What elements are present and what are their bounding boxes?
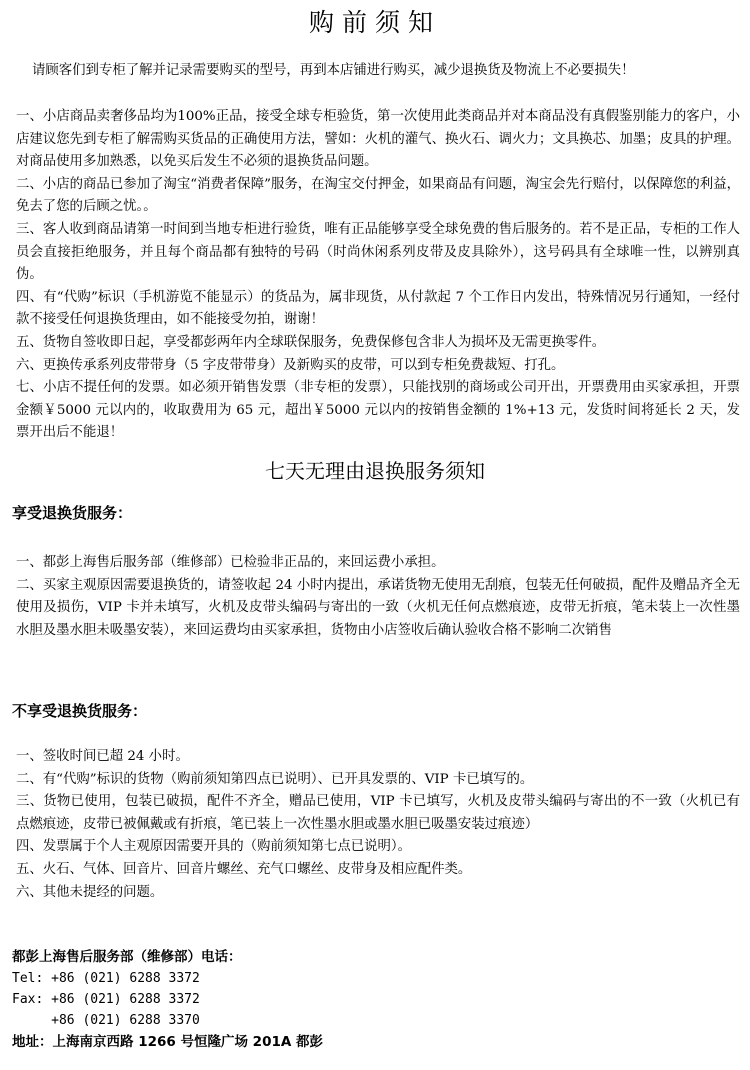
purchase-notice-item-4: 四、有“代购”标识（手机游览不能显示）的货品为，属非现货，从付款起 7 个工作日内发出，特殊情况另行通知，一经付款不接受任何退换货理由，如不能接受勿拍，谢谢！ xyxy=(16,289,740,328)
eligible-heading: 享受退换货服务： xyxy=(12,504,133,522)
purchase-notice-list xyxy=(12,106,740,445)
eligible-item-1: 一、都彭上海售后服务部（维修部）已检验非正品的，来回运费小承担。 xyxy=(16,555,445,570)
contact-address: 地址：上海南京西路 1266 号恒隆广场 201A 都彭 xyxy=(12,1034,324,1050)
purchase-notice-item-3: 三、客人收到商品请第一时间到当地专柜进行验货，唯有正品能够享受全球免费的售后服务的。若不是正品，专柜的工作人员会直接拒绝服务，并且每个商品都有独特的号码（时尚休闲系列皮带及皮具除外），这号码具有全球唯一性，以辨别真伪。 xyxy=(16,221,740,283)
purchase-notice-item-6: 六、更换传承系列皮带带身（5 字皮带带身）及新购买的皮带，可以到专柜免费裁短、打孔。 xyxy=(16,357,565,373)
contact-tel: Tel: +86 (021) 6288 3372 xyxy=(12,971,200,986)
eligible-list xyxy=(12,552,740,642)
ineligible-heading: 不享受退换货服务： xyxy=(12,702,148,720)
contact-fax: Fax: +86 (021) 6288 3372 xyxy=(12,992,200,1007)
ineligible-item-3: 三、货物已使用，包装已破损，配件不齐全，赠品已使用，VIP 卡已填写，火机及皮带头编码与寄出的不一致（火机已有点燃痕迹，皮带已被佩戴或有折痕，笔已装上一次性墨水胆或墨水胆已吸墨安装过痕迹） xyxy=(16,794,740,832)
ineligible-item-1: 一、签收时间已超 24 小时。 xyxy=(16,749,189,764)
ineligible-list xyxy=(12,746,740,904)
ineligible-item-5: 五、火石、气体、回音片、回音片螺丝、充气口螺丝、皮带身及相应配件类。 xyxy=(16,861,472,877)
purchase-notice-title: 购前须知 xyxy=(308,8,441,37)
purchase-notice-item-1: 一、小店商品卖奢侈品均为100%正品，接受全球专柜验货，第一次使用此类商品并对本商品没有真假鉴别能力的客户，小店建议您先到专柜了解需购买货品的正确使用方法，譬如：火机的灌气、换火石、调火力；文具换芯、加墨；皮具的护理。对商品使用多加熟悉，以免买后发生不必须的退换货品问题。 xyxy=(16,109,740,170)
eligible-item-2: 二、买家主观原因需要退换货的，请签收起 24 小时内提出，承诺货物无使用无刮痕，包装无任何破损，配件及赠品齐全无使用及损伤，VIP 卡并未填写，火机及皮带头编码与寄出的一致（火机无任何点燃痕迹，皮带无折痕，笔未装上一次性墨水胆及墨水胆未吸墨安装），来回运费均由买家承担，货物由小店签收后确认验收合格不影响二次销售 xyxy=(16,577,740,638)
ineligible-item-6: 六、其他未提经的问题。 xyxy=(16,884,164,900)
ineligible-item-4: 四、发票属于个人主观原因需要开具的（购前须知第七点已说明）。 xyxy=(16,839,412,855)
purchase-notice-item-5: 五、货物自签收即日起，享受都彭两年内全球联保服务，免费保修包含非人为损坏及无需更换零件。 xyxy=(16,334,606,350)
contact-extra-phone: +86 (021) 6288 3370 xyxy=(12,1013,200,1028)
purchase-notice-item-2: 二、小店的商品已参加了淘宝“消费者保障”服务，在淘宝交付押金，如果商品有问题，淘宝会先行赔付，以保障您的利益，免去了您的后顾之忧。。 xyxy=(16,176,740,215)
purchase-notice-item-7: 七、小店不提任何的发票。如必须开销售发票（非专柜的发票），只能找别的商场或公司开出，开票费用由买家承担，开票金额￥5000 元以内的，收取费用为 65 元，超出￥5000 元以内的按销售金额的 1%+13 元，发货时间将延长 2 天，发票开出后不能退！ xyxy=(16,380,740,441)
contact-heading: 都彭上海售后服务部（维修部）电话： xyxy=(12,949,242,965)
ineligible-item-2: 二、有“代购”标识的货物（购前须知第四点已说明）、已开具发票的、VIP 卡已填写的。 xyxy=(16,771,534,787)
return-notice-title: 七天无理由退换服务须知 xyxy=(265,459,485,483)
purchase-notice-intro: 请顾客们到专柜了解并记录需要购买的型号，再到本店铺进行购买，减少退换货及物流上不必要损失！ xyxy=(32,63,635,78)
